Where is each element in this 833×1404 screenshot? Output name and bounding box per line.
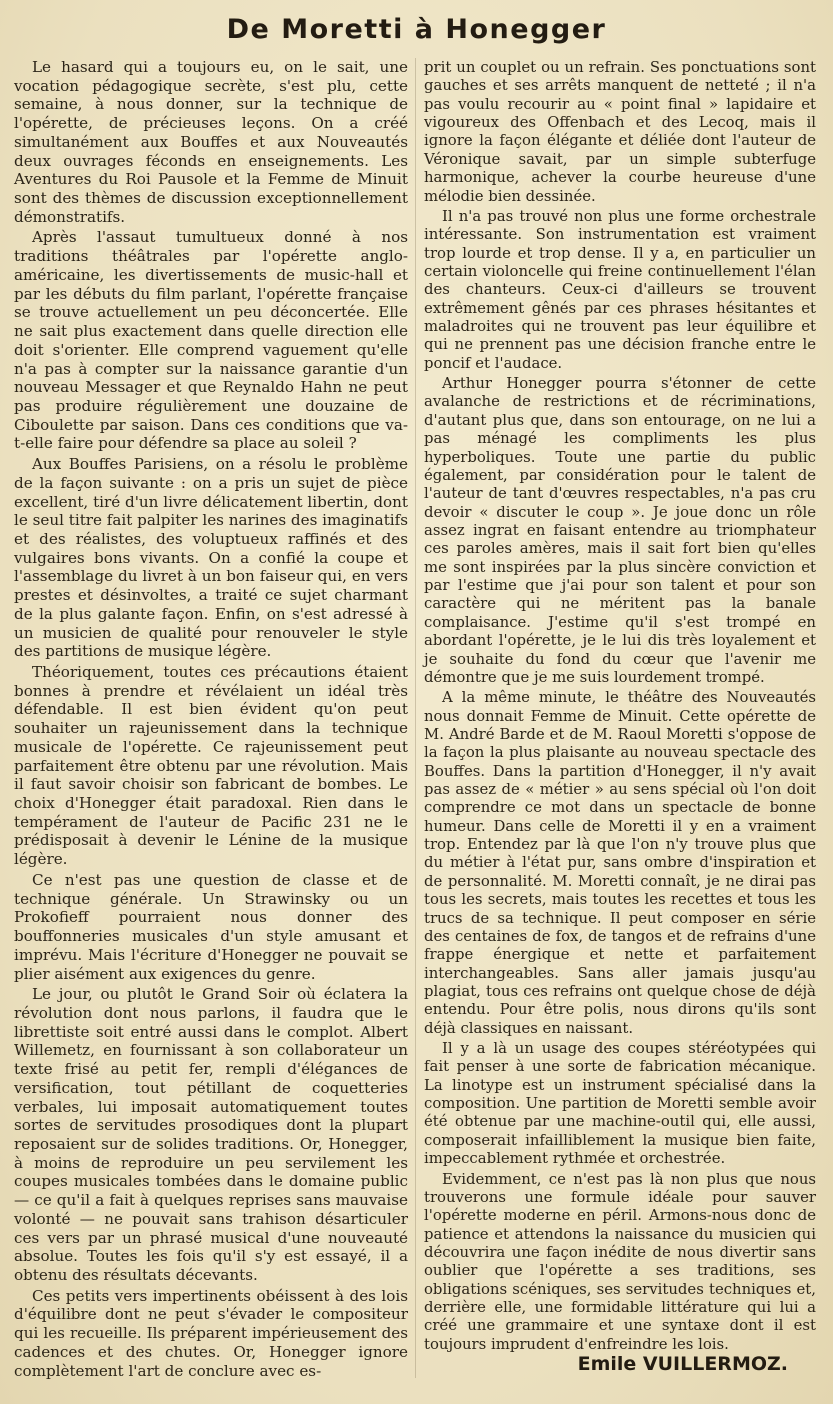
column-divider (415, 58, 416, 1378)
paragraph: Théoriquement, toutes ces précautions étaient bonnes à prendre et révélaient un idéal très défendable. Il est bien évident qu'on peut souhaiter un rajeunissement dans la technique musicale de l'opérette. Ce rajeunissement peut parfaitement être obtenu par une révolution. Mais il faut savoir choisir son fabricant de bombes. Le choix d'Honegger était paradoxal. Rien dans le tempérament de l'auteur de Pacific 231 ne le prédisposait à devenir le Lénine de la musique légère. (14, 663, 408, 869)
paragraph: prit un couplet ou un refrain. Ses ponctuations sont gauches et ses arrêts manquent de netteté ; il n'a pas voulu recourir au « point final » lapidaire et vigoureux des Offenbach et des Lecoq, mais il ignore la façon élégante et déliée dont l'auteur de Véronique savait, par un simple subterfuge harmonique, achever la courbe heureuse d'une mélodie bien dessinée. (424, 58, 816, 205)
paragraph: Après l'assaut tumultueux donné à nos traditions théâtrales par l'opérette anglo-américaine, les divertissements de music-hall et par les débuts du film parlant, l'opérette française se trouve actuellement un peu déconcertée. Elle ne sait plus exactement dans quelle direction elle doit s'orienter. Elle comprend vaguement qu'elle n'a pas à compter sur la naissance garantie d'un nouveau Messager et que Reynaldo Hahn ne peut pas produire régulièrement une douzaine de Ciboulette par saison. Dans ces conditions que va-t-elle faire pour défendre sa place au soleil ? (14, 228, 408, 453)
paragraph: Aux Bouffes Parisiens, on a résolu le problème de la façon suivante : on a pris un sujet de pièce excellent, tiré d'un livre délicatement libertin, dont le seul titre fait palpiter les narines des imaginatifs et des réalistes, des voluptueux raffinés et des vulgaires bons vivants. On a confié la coupe et l'assemblage du livret à un bon faiseur qui, en vers prestes et désinvoltes, a traité ce sujet charmant de la plus galante façon. Enfin, on s'est adressé à un musicien de qualité pour renouveler le style des partitions de musique légère. (14, 455, 408, 661)
paragraph: Il n'a pas trouvé non plus une forme orchestrale intéressante. Son instrumentation est vraiment trop lourde et trop dense. Il y a, en particulier un certain violoncelle qui freine continuellement l'élan des chanteurs. Ceux-ci d'ailleurs se trouvent extrêmement gênés par ces phrases hésitantes et maladroites qui ne trouvent pas leur équilibre et qui ne prennent pas une décision franche entre le poncif et l'audace. (424, 206, 816, 372)
author-signature: Emile VUILLERMOZ. (577, 1353, 788, 1376)
paragraph: A la même minute, le théâtre des Nouveautés nous donnait Femme de Minuit. Cette opérette de M. André Barde et de M. Raoul Moretti s'oppose de la façon la plus plaisante au nouveau spectacle des Bouffes. Dans la partition d'Honegger, il n'y avait pas assez de « métier » au sens spécial où l'on doit comprendre ce mot dans un spectacle de bonne humeur. Dans celle de Moretti il y en a vraiment trop. Entendez par là que l'on n'y trouve plus que du métier à l'état pur, sans ombre d'inspiration et de personnalité. M. Moretti connaît, je ne dirai pas tous les secrets, mais toutes les recettes et tous les trucs de sa technique. Il peut composer en série des centaines de fox, de tangos et de refrains d'une frappe énergique et nette et parfaitement interchangeables. Sans aller jamais jusqu'au plagiat, tous ces refrains ont quelque chose de déjà entendu. Pour être polis, nous dirons qu'ils sont déjà classiques en naissant. (424, 688, 816, 1037)
paragraph: Il y a là un usage des coupes stéréotypées qui fait penser à une sorte de fabrication mécanique. La linotype est un instrument spécialisé dans la composition. Une partition de Moretti semble avoir été obtenue par une machine-outil qui, elle aussi, composerait infailliblement la musique bien faite, impeccablement rythmée et orchestrée. (424, 1039, 816, 1168)
paragraph: Ces petits vers impertinents obéissent à des lois d'équilibre dont ne peut s'évader le compositeur qui les recueille. Ils préparent impérieusement des cadences et des chutes. Or, Honegger ignore complètement l'art de conclure avec es- (14, 1286, 408, 1380)
left-column (14, 58, 408, 1380)
paragraph: Evidemment, ce n'est pas là non plus que nous trouverons une formule idéale pour sauver l'opérette moderne en péril. Armons-nous donc de patience et attendons la naissance du musicien qui découvrira une façon inédite de nous divertir sans oublier que l'opérette a ses traditions, ses obligations scéniques, ses servitudes techniques et, derrière elle, une formidable littérature qui lui a créé une grammaire et une syntaxe dont il est toujours imprudent d'enfreindre les lois. (424, 1169, 816, 1353)
paragraph: Le hasard qui a toujours eu, on le sait, une vocation pédagogique secrète, s'est plu, cette semaine, à nous donner, sur la technique de l'opérette, de précieuses leçons. On a créé simultanément aux Bouffes et aux Nouveautés deux ouvrages féconds en enseignements. Les Aventures du Roi Pausole et la Femme de Minuit sont des thèmes de discussion exceptionnellement démonstratifs. (14, 58, 408, 226)
paragraph: Ce n'est pas une question de classe et de technique générale. Un Strawinsky ou un Prokofieff pourraient nous donner des bouffonneries musicales d'un style amusant et imprévu. Mais l'écriture d'Honegger ne pouvait se plier aisément aux exigences du genre. (14, 870, 408, 983)
paragraph: Le jour, ou plutôt le Grand Soir où éclatera la révolution dont nous parlons, il faudra que le librettiste soit entré aussi dans le complot. Albert Willemetz, en fournissant à son collaborateur un texte frisé au petit fer, rempli d'élégances de versification, tout pétillant de coquetteries verbales, lui imposait automatiquement toutes sortes de servitudes prosodiques dont la plupart reposaient sur de solides traditions. Or, Honegger, à moins de reproduire un peu servilement les coupes musicales tombées dans le domaine public — ce qu'il a fait à quelques reprises sans mauvaise volonté — ne pouvait sans trahison désarticuler ces vers par un phrasé musical d'une nouveauté absolue. Toutes les fois qu'il s'y est essayé, il a obtenu des résultats décevants. (14, 985, 408, 1284)
article-title: De Moretti à Honegger (226, 14, 607, 45)
paragraph: Arthur Honegger pourra s'étonner de cette avalanche de restrictions et de récriminations, d'autant plus que, dans son entourage, on ne lui a pas ménagé les compliments les plus hyperboliques. Toute une partie du public également, par considération pour le talent de l'auteur de tant d'œuvres respectables, n'a pas cru devoir « discuter le coup ». Je joue donc un rôle assez ingrat en faisant entendre au triomphateur ces paroles amères, mais il sait fort bien qu'elles me sont inspirées par la plus sincère conviction et par l'estime que j'ai pour son talent et pour son caractère qui ne méritent pas la banale complaisance. J'estime qu'il s'est trompé en abordant l'opérette, je le lui dis très loyalement et je souhaite du fond du cœur que l'avenir me démontre que je me suis lourdement trompé. (424, 374, 816, 686)
right-column (424, 58, 816, 1374)
